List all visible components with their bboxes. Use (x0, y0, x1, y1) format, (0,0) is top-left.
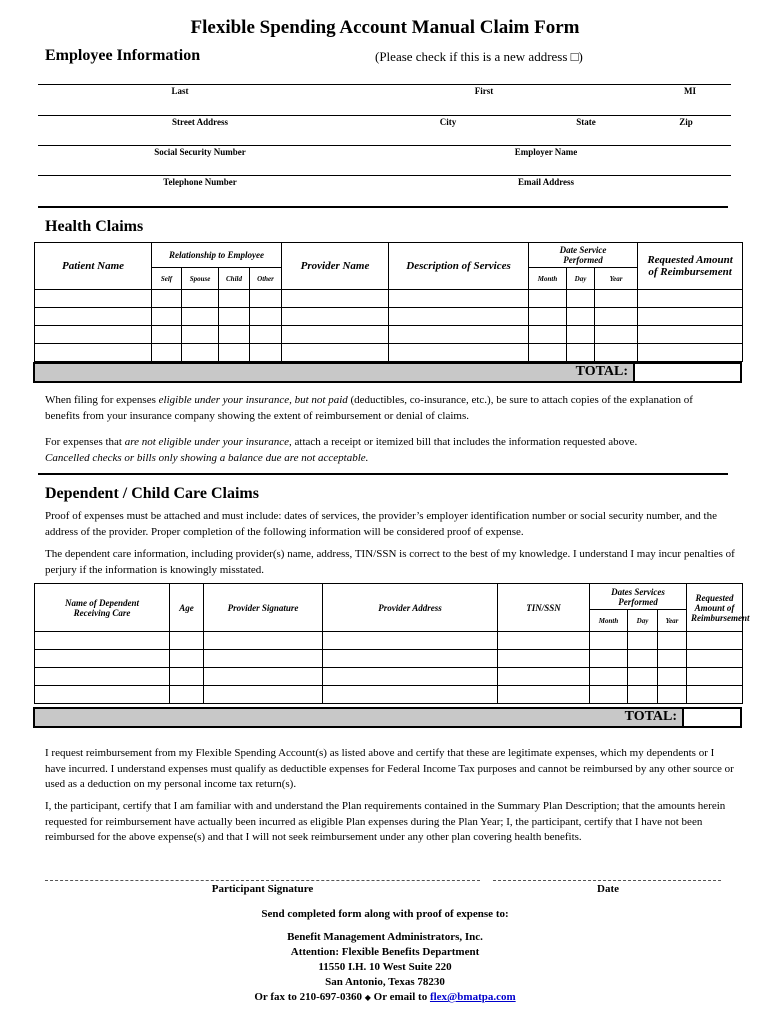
new-address-note[interactable]: (Please check if this is a new address □) (375, 49, 583, 64)
age-header: Age (170, 584, 204, 632)
street-label: Street Address (172, 117, 228, 127)
signature-line[interactable] (45, 880, 480, 881)
year-header: Year (595, 268, 638, 290)
provider-name-header: Provider Name (282, 243, 389, 290)
table-row[interactable] (35, 326, 743, 344)
city-line: San Antonio, Texas 78230 (325, 976, 445, 988)
company-name: Benefit Management Administrators, Inc. (287, 931, 483, 943)
patient-name-header: Patient Name (35, 243, 152, 290)
participant-signature-label: Participant Signature (211, 883, 314, 895)
ssn-line[interactable] (38, 145, 731, 146)
dependent-total-label: TOTAL: (624, 709, 677, 724)
table-row[interactable] (35, 344, 743, 362)
health-claims-table (34, 242, 743, 362)
date-service-header: Date Service Performed (529, 243, 638, 268)
spouse-header: Spouse (182, 268, 219, 290)
address-line[interactable] (38, 115, 731, 116)
dependent-total-field[interactable] (682, 709, 740, 726)
email-link[interactable]: flex@bmatpa.com (429, 991, 516, 1003)
dates-services-header: Dates Services Performed (590, 584, 687, 610)
child-header: Child (219, 268, 250, 290)
dependent-heading: Dependent / Child Care Claims (45, 485, 259, 502)
self-header: Self (152, 268, 182, 290)
first-label: First (474, 86, 494, 96)
other-header: Other (250, 268, 282, 290)
certification-2: I, the participant, certify that I am familiar with and understand the Plan requirements contained in the Summary Plan Description; that the amounts herein requested for reimbursement have actually been incurred as eligible Plan expenses during the Plan Year; I, the participant, certify that I have not been reimbursed for the above expense(s) and that I will not seek reimbursement under any other plan covering health benefits. (45, 800, 726, 843)
table-row[interactable] (35, 650, 743, 668)
phone-label: Telephone Number (163, 177, 237, 187)
street-line: 11550 I.H. 10 West Suite 220 (318, 961, 452, 973)
mi-label: MI (684, 86, 696, 96)
dependent-total-bar (33, 707, 742, 728)
city-label: City (439, 117, 457, 127)
day-header: Day (567, 268, 595, 290)
relationship-header: Relationship to Employee (152, 243, 282, 268)
day-header: Day (628, 610, 658, 632)
state-label: State (576, 117, 596, 127)
employee-heading: Employee Information (45, 47, 201, 64)
name-line[interactable] (38, 84, 731, 85)
dependent-name-header: Name of Dependent Receiving Care (35, 584, 170, 632)
mailing-address (0, 930, 770, 1005)
dependent-amount-header: Requested Amount of Reimbursement (687, 584, 743, 632)
month-header: Month (590, 610, 628, 632)
zip-label: Zip (679, 117, 693, 127)
table-row[interactable] (35, 686, 743, 704)
employer-label: Employer Name (514, 147, 578, 157)
health-heading: Health Claims (45, 218, 144, 235)
date-line[interactable] (493, 880, 721, 881)
table-row[interactable] (35, 290, 743, 308)
dependent-note-2: The dependent care information, including provider(s) name, address, TIN/SSN is correct to the best of my knowledge. I understand I may incur penalties of perjury if the information is knowingly misstated. (45, 548, 735, 576)
phone-line[interactable] (38, 175, 731, 176)
health-total-bar (33, 362, 742, 383)
diamond-icon: ◆ (364, 993, 371, 1002)
health-note-1: When filing for expenses eligible under your insurance, but not paid (deductibles, co-insurance, etc.), be sure to attach copies of the explanation of benefits from your insurance company showing the extent of reimbursement or denial of claims. (45, 394, 693, 422)
provider-signature-header: Provider Signature (204, 584, 323, 632)
dependent-note-1: Proof of expenses must be attached and must include: dates of services, the provider’s employer identification number or social security number, and the address of the provider. Proper completion of the following information will be considered proof of expense. (45, 510, 717, 538)
table-row[interactable] (35, 668, 743, 686)
attention-line: Attention: Flexible Benefits Department (290, 946, 480, 958)
certification-1: I request reimbursement from my Flexible Spending Account(s) as listed above and certify that these are legitimate expenses, which my dependents or I have incurred. I understand expenses must qualify as deductible expenses for Federal Income Tax purposes and cannot be reimbursed by any other source or used as a deduction on my personal income tax return(s). (45, 747, 734, 790)
amount-header: Requested Amount of Reimbursement (638, 243, 743, 290)
email-label: Email Address (517, 177, 575, 187)
month-header: Month (529, 268, 567, 290)
send-note: Send completed form along with proof of expense to: (261, 908, 509, 920)
health-total-label: TOTAL: (575, 364, 628, 379)
health-note-2: For expenses that are not eligible under your insurance, attach a receipt or itemized bill that includes the information requested above. Cancelled checks or bills only showing a balance due are not acceptable. (45, 436, 638, 464)
health-total-field[interactable] (633, 364, 740, 381)
table-row[interactable] (35, 308, 743, 326)
form-title: Flexible Spending Account Manual Claim Form (190, 17, 580, 38)
contact-line: Or fax to 210-697-0360 ◆ Or email to flex@bmatpa.com (254, 991, 516, 1003)
ssn-label: Social Security Number (154, 147, 246, 157)
date-label: Date (597, 883, 619, 895)
description-header: Description of Services (389, 243, 529, 290)
table-row[interactable] (35, 632, 743, 650)
tin-ssn-header: TIN/SSN (498, 584, 590, 632)
provider-address-header: Provider Address (323, 584, 498, 632)
year-header: Year (658, 610, 687, 632)
last-label: Last (171, 86, 189, 96)
dependent-claims-table (34, 583, 750, 704)
section-divider (38, 206, 728, 208)
section-divider (38, 473, 728, 475)
